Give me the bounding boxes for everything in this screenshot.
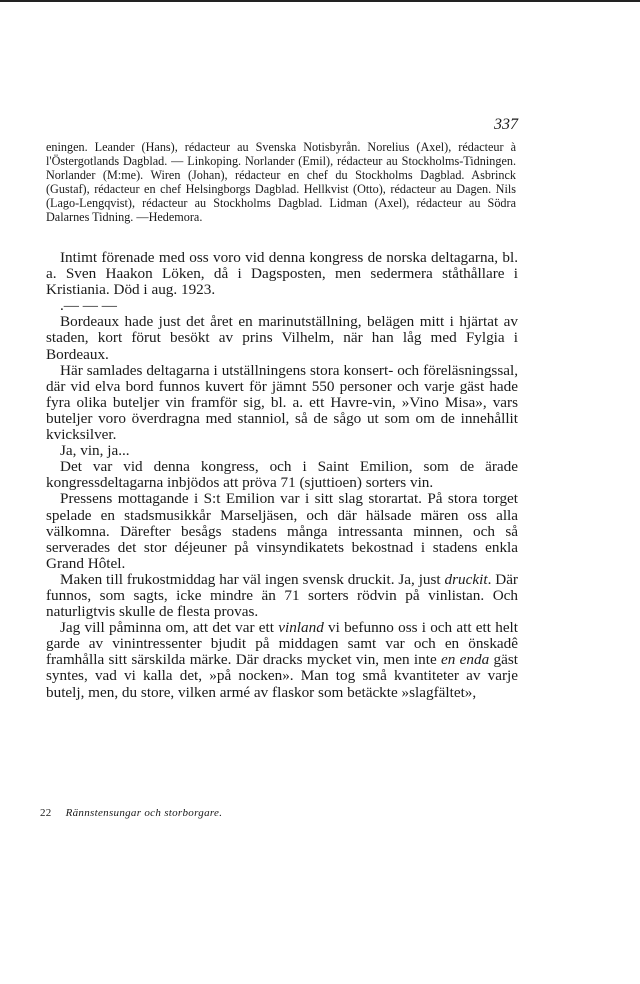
text-fragment: Jag vill påminna om, att det var ett [60,619,279,637]
paragraph-wine-country [46,620,518,700]
paragraph-concert-hall: Här samlades deltagarna i utställningens stora konsert- och föreläsningssal, där vid elva bord funnos kuvert för jämnt 550 personer och varje gäst hade fyra olika buteljer vin framför sig, bl. a. ett Havre-vin, »Vino Misa», vars buteljer voro överdragna med stanniol, så de sågo ut som om de innehållit kvicksilver. [46,361,518,444]
paragraph-bordeaux: Bordeaux hade just det året en marinutställning, belägen mitt i hjärtat av staden, kort förut besökt av prins Vilhelm, när han låg med Fylgia i Bordeaux. [46,313,518,363]
signature-mark: 22 [40,807,52,819]
paragraph-ja-vin: Ja, vin, ja... [60,442,130,460]
page-number: 337 [494,116,518,133]
paragraph-norwegian-delegates: Intimt förenade med oss voro vid denna kongress de norska deltagarna, bl. a. Sven Haakon Löken, då i Dagsposten, men sedermera ståthållare i Kristiania. Död i aug. 1923. [46,249,518,299]
book-title: Rännstensungar och storborgare. [65,807,223,819]
text-fragment: gäst syntes, vad vi kalla det, »på nocken». Man tog små kvantiteter av varje butelj, men, du store, vilken armé av flaskor som betäckte »slagfältet», [46,651,518,701]
main-text [46,250,518,701]
text-fragment: vi befunno oss i och att ett helt garde av vinintressenter bjudit på middagen samt var och en önskadê framhålla sitt särskilda märke. Där dracks mycket vin, men inte [46,619,518,669]
footnote-block [46,140,516,224]
paragraph-breakfast [46,572,518,620]
text-fragment: . Där funnos, som sagts, icke mindre än 71 sorters rödvin på vinlistan. Och naturligtvis skulle de flesta provas. [46,570,518,621]
top-rule [0,0,640,2]
emphasis-druckit: druckit [444,570,488,588]
notes-text: eningen. Leander (Hans), rédacteur au Svenska Notisbyrån. Norelius (Axel), rédacteur à l'Östergotlands Dagblad. — Linkoping. Norlander (Emil), rédacteur au Stockholms-Tidningen. Norlander (M:me). Wiren (Johan), rédacteur en chef du Stockholms Dagblad. Asbrinck (Gustaf), rédacteur en chef Helsingborgs Dagblad. Hellkvist (Otto), rédacteur au Dagen. Nils (Lago-Lengqvist), rédacteur au Stockholms Dagblad. Lidman (Axel), rédacteur au Södra Dalarnes Tidning. —Hedemora. [46,140,516,224]
paragraph-saint-emilion: Det var vid denna kongress, och i Saint Emilion, som de ärade kongressdeltagarna inbjödos att pröva 71 (sjuttioen) sorters vin. [46,458,518,492]
section-separator: .— — — [60,297,117,315]
page-footer [40,807,520,819]
text-fragment: Maken till frukostmiddag har väl ingen svensk druckit. Ja, just [60,570,445,588]
paragraph-reception: Pressens mottagande i S:t Emilion var i sitt slag storartat. På stora torget spelade en stadsmusikkår Marseljäsen, och där hälsade mären oss alla välkomna. Därefter besågs stadens många intressanta minnen, och så serverades det stor déjeuner på vinsyndikatets bekostnad i stadens enkla Grand Hôtel. [46,490,518,572]
emphasis-vinland: vinland [278,619,324,637]
emphasis-en-enda: en enda [441,651,490,669]
